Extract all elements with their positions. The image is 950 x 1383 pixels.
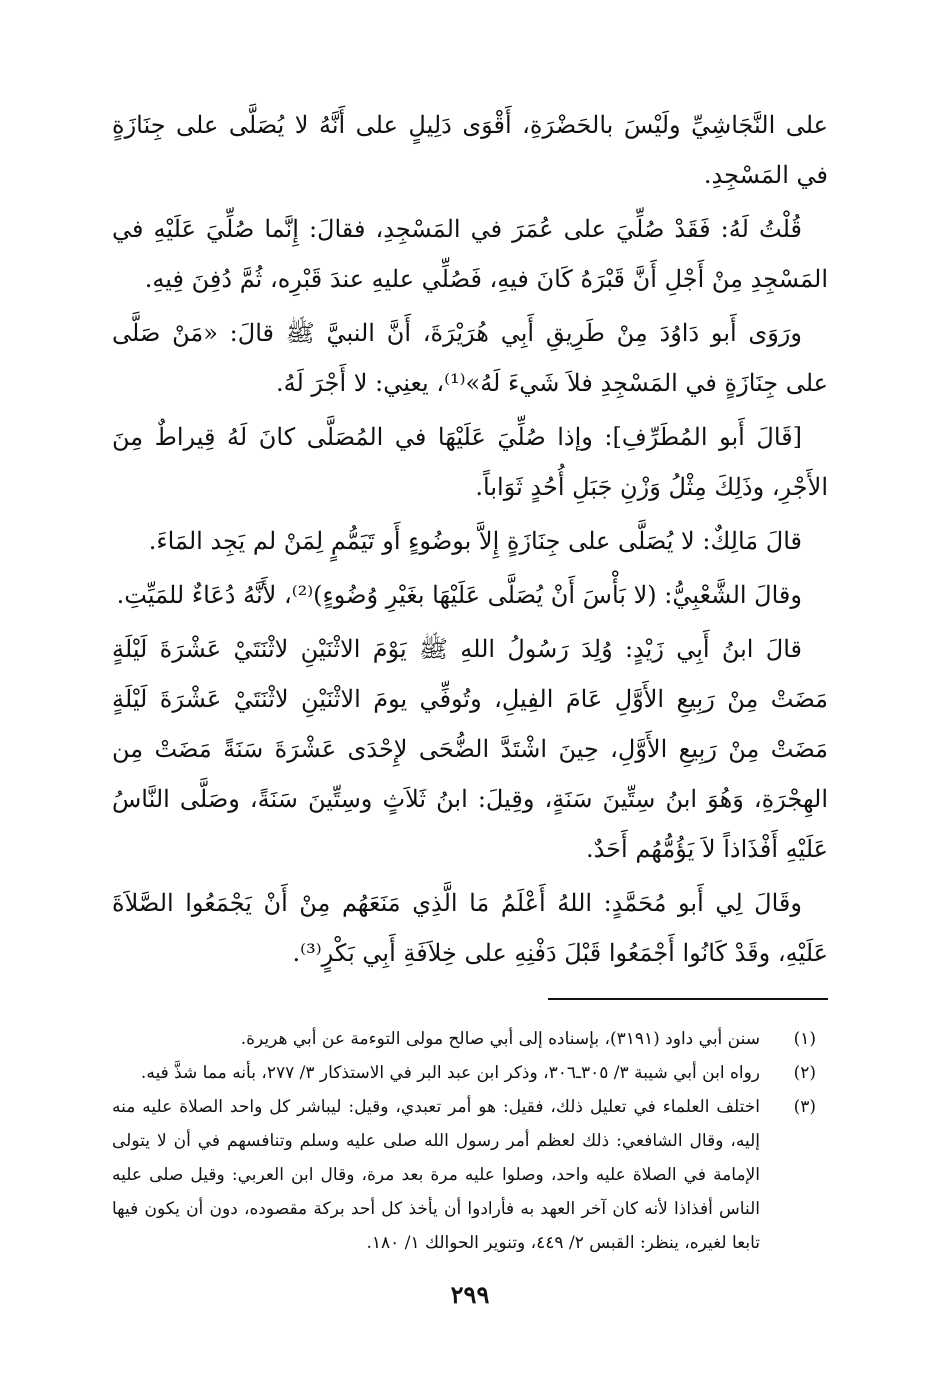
main-text [112, 100, 828, 978]
footnote-3 [112, 1090, 828, 1260]
footnote-2 [112, 1056, 828, 1090]
paragraph-4: [قَالَ أَبو المُطَرِّفِ]: وإذا صُلِّيَ عَلَيْهَا في المُصَلَّى كانَ لَهُ قِيراطٌ مِنَ الأَجْرِ، وذَلِكَ مِثْلُ وَزْنِ جَبَلِ أُحُدٍ ثَوَاباً. [112, 423, 828, 501]
paragraph-2: قُلْتُ لَهُ: فَقَدْ صُلِّيَ على عُمَرَ في المَسْجِدِ، فقالَ: إِنَّما صُلِّيَ عَلَيْهِ في المَسْجِدِ مِنْ أَجْلِ أَنَّ قَبْرَهُ كَانَ فيهِ، فَصُلِّي عليهِ عندَ قَبْرِه، ثُمَّ دُفِنَ فِيهِ. [112, 215, 828, 293]
page-number: ٢٩٩ [450, 1280, 490, 1309]
paragraph-7: قالَ ابنُ أَبِي زَيْدٍ: وُلِدَ رَسُولُ اللهِ ﷺ يَوْمَ الاثْنَيْنِ لاثْنَتَيْ عَشْرَةَ لَيْلَةٍ مَضَتْ مِنْ رَبِيعِ الأَوَّلِ عَامَ الفِيلِ، وتُوفِّي يومَ الاثْنَيْنِ لاثْنَتَيْ عَشْرَةَ لَيْلَةٍ مَضَتْ مِنْ رَبِيعِ الأَوَّلِ، حِينَ اشْتَدَّ الضُّحَى لإِحْدَى عَشْرَةَ سَنَةً مَضَتْ مِن الهِجْرَةِ، وَهُوَ ابنُ سِتِّينَ سَنَةٍ، وقِيلَ: ابنُ ثَلاَثٍ وسِتِّينَ سَنَةً، وصَلَّى النَّاسُ عَلَيْهِ أَفْذَاذاً لاَ يَؤُمُّهُم أَحَدٌ. [112, 635, 828, 863]
paragraph-5: قالَ مَالِكٌ: لا يُصَلَّى على جِنَازَةٍ إِلاَّ بوضُوءٍ أَو تَيَمُّمٍ لِمَنْ لم يَجِد المَاءَ. [148, 527, 802, 555]
footnote-text: اختلف العلماء في تعليل ذلك، فقيل: هو أمر تعبدي، وقيل: ليباشر كل واحد الصلاة عليه منه إليه، وقال الشافعي: ذلك لعظم أمر رسول الله صلى عليه وسلم وتنافسهم في أن لا يتولى الإمامة في الصلاة عليه واحد، وصلوا عليه مرة بعد مرة، وقال ابن العربي: وقيل صلى عليه الناس أفذاذا لأنه كان آخر العهد به فأرادوا أن يأخذ كل أحد بركة مقصوده، دون أن يكون فيها تابعا لغيره، ينظر: القبس ٢/ ٤٤٩، وتنوير الحوالك ١/ ١٨٠. [112, 1097, 760, 1253]
paragraph-8: وقَالَ لِي أَبو مُحَمَّدٍ: اللهُ أَعْلَمُ مَا الَّذِي مَنَعَهُم مِنْ أَنْ يَجْمَعُوا الصَّلاَةَ عَلَيْهِ، وقَدْ كَانُوا أَجْمَعُوا قَبْلَ دَفْنِهِ على خِلاَفَةِ أَبِي بَكْرٍ⁽³⁾. [112, 889, 828, 967]
footnote-text: سنن أبي داود (٣١٩١)، بإسناده إلى أبي صالح مولى التوءمة عن أبي هريرة. [240, 1029, 760, 1049]
footnote-number: (٢) [793, 1063, 816, 1083]
footnote-1 [112, 1022, 828, 1056]
paragraph-1: على النَّجَاشِيِّ ولَيْسَ بالحَضْرَةِ، أَقْوَى دَلِيلٍ على أَنَّهُ لا يُصَلَّى على جِنَازَةٍ في المَسْجِدِ. [112, 111, 828, 189]
paragraph-3: ورَوَى أَبو دَاوُدَ مِنْ طَرِيقِ أَبِي هُرَيْرَةَ، أَنَّ النبيَّ ﷺ قالَ: «مَنْ صَلَّى على جِنَازَةٍ في المَسْجِدِ فلاَ شَيءَ لَهُ»⁽¹⁾، يعنِي: لا أَجْرَ لَهُ. [112, 319, 828, 397]
footnotes [112, 1022, 828, 1260]
footnote-number: (١) [793, 1029, 816, 1049]
paragraph-6: وقالَ الشَّعْبِيُّ: (لا بَأْسَ أَنْ يُصَلَّى عَلَيْهَا بغَيْرِ وُضُوءٍ)⁽²⁾، لأَنَّهُ دُعَاءٌ للمَيِّتِ. [116, 581, 802, 609]
book-page [112, 100, 828, 1360]
footnote-text: رواه ابن أبي شيبة ٣/ ٣٠٥ـ٣٠٦، وذكر ابن عبد البر في الاستذكار ٣/ ٢٧٧، بأنه مما شذَّ فيه. [140, 1063, 760, 1083]
footnote-number: (٣) [793, 1097, 816, 1117]
footnote-separator [548, 998, 828, 1000]
